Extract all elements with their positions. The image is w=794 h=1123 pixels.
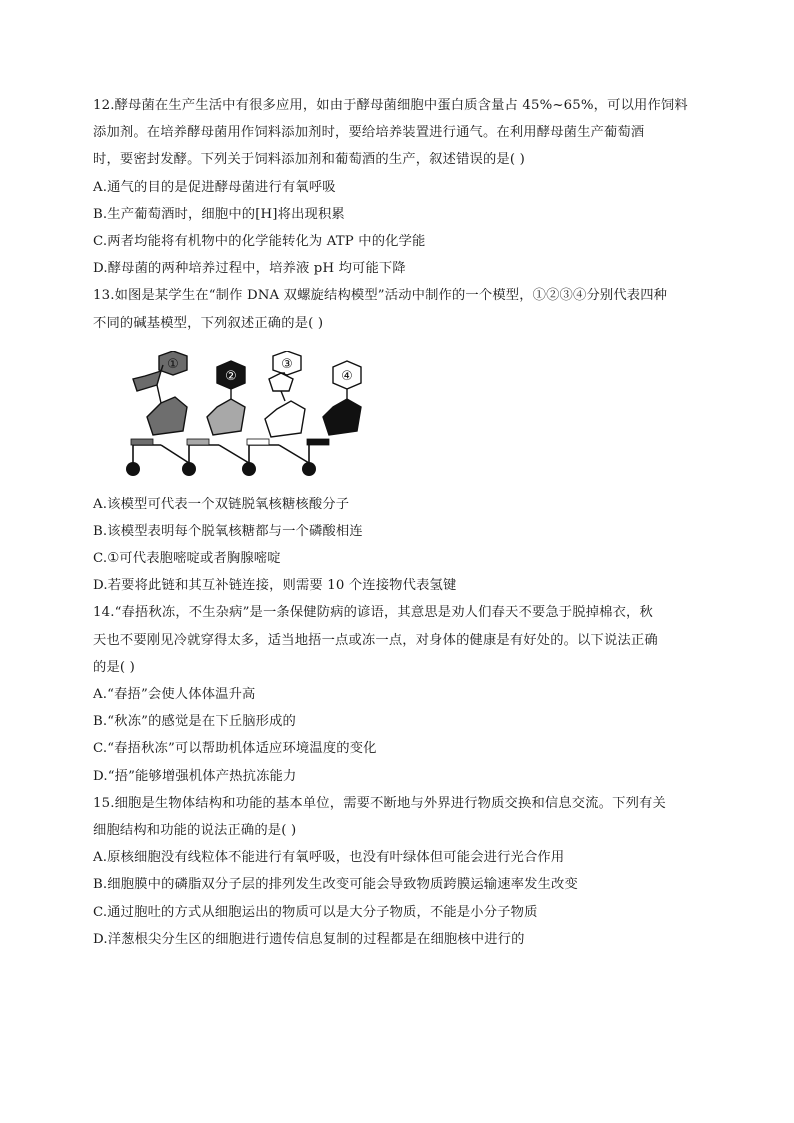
q12-option-d: D.酵母菌的两种培养过程中，培养液 pH 均可能下降 bbox=[93, 261, 406, 277]
q14-stem-line-1: 14.“春捂秋冻，不生杂病”是一条保健防病的谚语，其意思是劝人们春天不要急于脱掉棉衣，秋 bbox=[93, 605, 653, 621]
q12-stem-line-1: 12.酵母菌在生产生活中有很多应用，如由于酵母菌细胞中蛋白质含量占 45%~65%，可以用作饲料 bbox=[93, 98, 688, 113]
sugar-1 bbox=[147, 397, 187, 435]
q13-option-d: D.若要将此链和其互补链连接，则需要 10 个连接物代表氢键 bbox=[93, 578, 457, 594]
sugar-2 bbox=[207, 399, 245, 435]
backbone-lines bbox=[133, 445, 309, 463]
q13-option-c: C.①可代表胞嘧啶或者胸腺嘧啶 bbox=[93, 551, 281, 567]
q13-option-a: A.该模型可代表一个双链脱氧核糖核酸分子 bbox=[93, 496, 350, 512]
label-4: ④ bbox=[341, 368, 353, 384]
q12-stem-line-2: 添加剂。在培养酵母菌用作饲料添加剂时，要给培养装置进行通气。在利用酵母菌生产葡萄酒 bbox=[93, 125, 645, 141]
q14-option-c: C.“春捂秋冻”可以帮助机体适应环境温度的变化 bbox=[93, 741, 377, 757]
question-14 bbox=[93, 599, 705, 789]
q12-option-c: C.两者均能将有机物中的化学能转化为 ATP 中的化学能 bbox=[93, 233, 426, 249]
label-3: ③ bbox=[281, 356, 293, 372]
sugar-4 bbox=[323, 399, 361, 435]
question-12 bbox=[93, 92, 705, 282]
q12-stem-line-3: 时，要密封发酵。下列关于饲料添加剂和葡萄酒的生产，叙述错误的是( ) bbox=[93, 152, 525, 168]
sugar-3 bbox=[265, 401, 305, 437]
q14-option-b: B.“秋冻”的感觉是在下丘脑形成的 bbox=[93, 714, 297, 730]
q13-option-b: B.该模型表明每个脱氧核糖都与一个磷酸相连 bbox=[93, 523, 363, 539]
base-3-pentagon bbox=[269, 373, 293, 391]
q15-stem-line-1: 15.细胞是生物体结构和功能的基本单位，需要不断地与外界进行物质交换和信息交流。下列有关 bbox=[93, 795, 666, 811]
q13-stem-line-1: 13.如图是某学生在“制作 DNA 双螺旋结构模型”活动中制作的一个模型，①②③④分别代表四种 bbox=[93, 288, 668, 304]
q13-stem-line-2: 不同的碱基模型，下列叙述正确的是( ) bbox=[93, 315, 324, 331]
phosphate-3 bbox=[242, 462, 256, 476]
q14-option-d: D.“捂”能够增强机体产热抗冻能力 bbox=[93, 768, 297, 784]
q12-option-b: B.生产葡萄酒时，细胞中的[H]将出现积累 bbox=[93, 206, 345, 222]
q14-option-a: A.“春捂”会使人体体温升高 bbox=[93, 687, 256, 702]
connector-bar-3 bbox=[247, 439, 269, 445]
phosphate-2 bbox=[182, 462, 196, 476]
dna-model-diagram bbox=[121, 351, 381, 483]
q15-option-b: B.细胞膜中的磷脂双分子层的排列发生改变可能会导致物质跨膜运输速率发生改变 bbox=[93, 877, 578, 893]
question-13 bbox=[93, 282, 705, 599]
q15-stem-line-2: 细胞结构和功能的说法正确的是( ) bbox=[93, 822, 297, 838]
q14-stem-line-2: 天也不要刚见冷就穿得太多，适当地捂一点或冻一点，对身体的健康是有好处的。以下说法正确 bbox=[93, 632, 658, 648]
q15-option-d: D.洋葱根尖分生区的细胞进行遗传信息复制的过程都是在细胞核中进行的 bbox=[93, 931, 525, 947]
label-1: ① bbox=[167, 356, 179, 372]
label-2: ② bbox=[225, 368, 237, 384]
base-1-pentagon bbox=[133, 371, 161, 391]
q15-option-c: C.通过胞吐的方式从细胞运出的物质可以是大分子物质，不能是小分子物质 bbox=[93, 904, 538, 920]
q12-option-a: A.通气的目的是促进酵母菌进行有氧呼吸 bbox=[93, 179, 336, 195]
question-15 bbox=[93, 790, 705, 953]
connector-bar-4 bbox=[307, 439, 329, 445]
connector-bar-1 bbox=[131, 439, 153, 445]
q15-option-a: A.原核细胞没有线粒体不能进行有氧呼吸，也没有叶绿体但可能会进行光合作用 bbox=[93, 850, 565, 866]
q14-stem-line-3: 的是( ) bbox=[93, 659, 135, 675]
exam-page bbox=[93, 92, 705, 953]
phosphate-4 bbox=[302, 462, 316, 476]
dna-model-figure bbox=[121, 351, 381, 483]
nucleotide-3 bbox=[242, 351, 305, 476]
phosphate-1 bbox=[126, 462, 140, 476]
connector-bar-2 bbox=[187, 439, 209, 445]
